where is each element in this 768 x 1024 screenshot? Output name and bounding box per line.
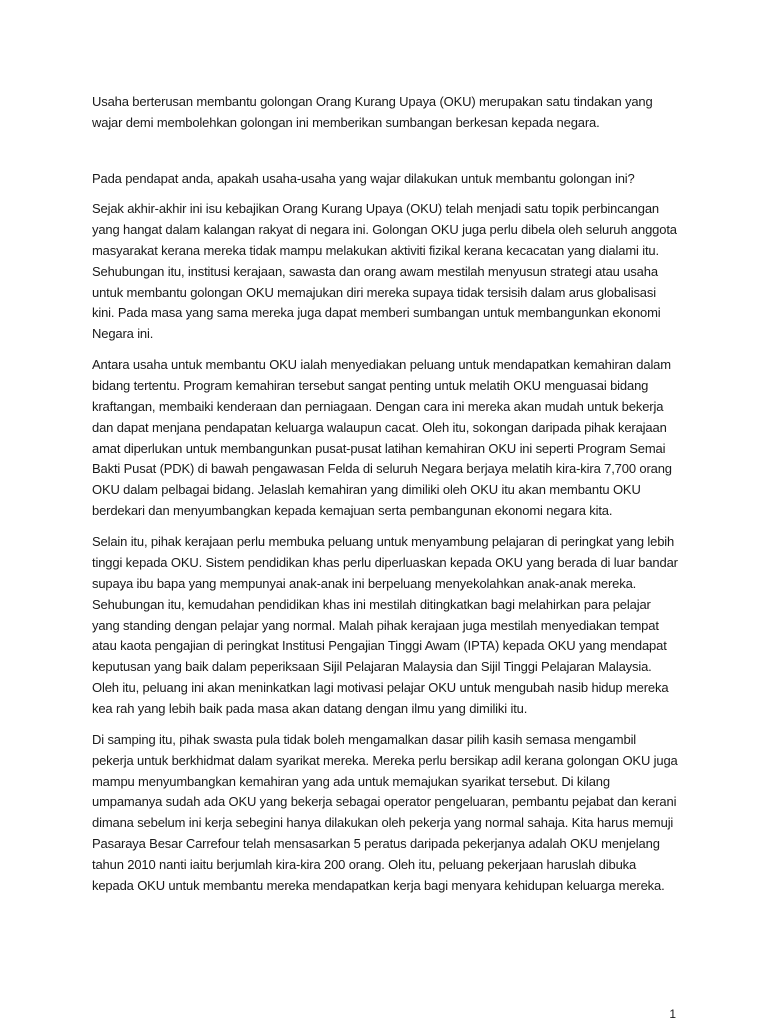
paragraph-introduction: Sejak akhir-akhir ini isu kebajikan Orang Kurang Upaya (OKU) telah menjadi satu topik perbincangan yang hangat dalam kalangan rakyat di negara ini. Golongan OKU juga perlu dibela oleh seluruh anggota masyarakat kerana mereka tidak mampu melakukan aktiviti fizikal kerana kecacatan yang dialami itu. Sehubungan itu, institusi kerajaan, sawasta dan orang awam mestilah menyusun strategi atau usaha untuk membantu golongan OKU memajukan diri mereka supaya tidak tersisih dalam arus globalisasi kini. Pada masa yang sama mereka juga dapat memberi sumbangan untuk membangunkan ekonomi Negara ini.: [92, 201, 677, 342]
paragraph-employment: Di samping itu, pihak swasta pula tidak boleh mengamalkan dasar pilih kasih semasa mengambil pekerja untuk berkhidmat dalam syarikat mereka. Mereka perlu bersikap adil kerana golongan OKU juga mampu menyumbangkan kemahiran yang ada untuk memajukan syarikat tersebut. Di kilang umpamanya sudah ada OKU yang bekerja sebagai operator pengeluaran, pembantu pejabat dan kerani dimana sebelum ini kerja sebegini hanya dilakukan oleh pekerja yang normal sahaja. Kita harus memuji Pasaraya Besar Carrefour telah mensasarkan 5 peratus daripada pekerjanya adalah OKU menjelang tahun 2010 nanti iaitu berjumlah kira-kira 200 orang. Oleh itu, peluang pekerjaan haruslah dibuka kepada OKU untuk membantu mereka mendapatkan kerja bagi menyara kehidupan keluarga mereka.: [92, 732, 678, 893]
essay-prompt: Pada pendapat anda, apakah usaha-usaha yang wajar dilakukan untuk membantu golongan ini?: [92, 170, 635, 186]
page-number: 1: [669, 1007, 676, 1021]
paragraph-skills-training: Antara usaha untuk membantu OKU ialah menyediakan peluang untuk mendapatkan kemahiran dalam bidang tertentu. Program kemahiran tersebut sangat penting untuk melatih OKU menguasai bidang kraftangan, membaiki kenderaan dan perniagaan. Dengan cara ini mereka akan mudah untuk bekerja dan dapat menjana pendapatan keluarga walaupun cacat. Oleh itu, sokongan daripada pihak kerajaan amat diperlukan untuk membangunkan pusat-pusat latihan kemahiran OKU ini seperti Program Semai Bakti Pusat (PDK) di bawah pengawasan Felda di seluruh Negara berjaya melatih kira-kira 7,700 orang OKU dalam pelbagai bidang. Jelaslah kemahiran yang dimiliki oleh OKU itu akan membantu OKU berdekari dan menyumbangkan kepada kemajuan serta pembangunan ekonomi negara kita.: [92, 357, 672, 519]
document-body: [92, 92, 680, 907]
paragraph-education: Selain itu, pihak kerajaan perlu membuka peluang untuk menyambung pelajaran di peringkat yang lebih tinggi kepada OKU. Sistem pendidikan khas perlu diperluaskan kepada OKU yang berada di luar bandar supaya ibu bapa yang mempunyai anak-anak ini berpeluang menyekolahkan anak-anak mereka. Sehubungan itu, kemudahan pendidikan khas ini mestilah ditingkatkan bagi melahirkan para pelajar yang standing dengan pelajar yang normal. Malah pihak kerajaan juga mestilah menyediakan tempat atau kaota pengajian di peringkat Institusi Pengajian Tinggi Awam (IPTA) kepada OKU yang mendapat keputusan yang baik dalam peperiksaan Sijil Pelajaran Malaysia dan Sijil Tinggi Pelajaran Malaysia. Oleh itu, peluang ini akan meninkatkan lagi motivasi pelajar OKU untuk mengubah nasib hidup mereka kea rah yang lebih baik pada masa akan datang dengan ilmu yang dimiliki itu.: [92, 534, 678, 716]
essay-question: Usaha berterusan membantu golongan Orang Kurang Upaya (OKU) merupakan satu tindakan yang wajar demi membolehkan golongan ini memberikan sumbangan berkesan kepada negara.: [92, 94, 653, 130]
